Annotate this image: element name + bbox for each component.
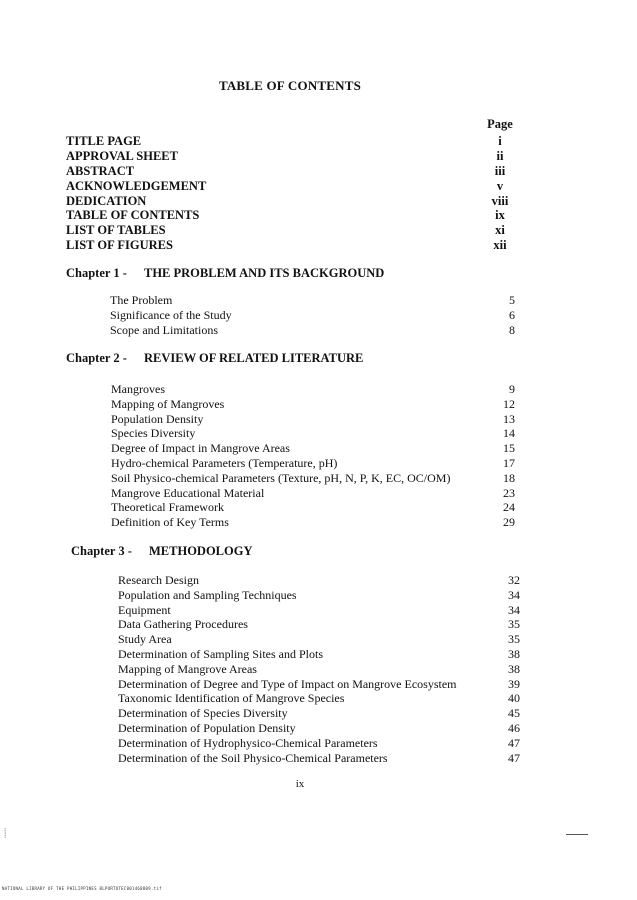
toc-entry[interactable] [118,721,520,736]
toc-entry-label: Mapping of Mangrove Areas [118,661,257,676]
toc-entry-page: 15 [503,441,515,456]
toc-entry[interactable] [66,179,526,194]
toc-entry-page: v [496,178,504,193]
toc-entry-page: 12 [503,396,515,411]
toc-entry-page: ii [496,148,504,163]
toc-entry-label: Research Design [118,573,199,587]
toc-entry[interactable] [111,412,515,427]
toc-entry[interactable] [111,426,515,441]
toc-entry[interactable] [110,323,515,338]
chapter-2-heading[interactable] [66,351,363,366]
chapter-number: Chapter 3 - [71,544,132,558]
toc-entry-label: DEDICATION [66,193,147,208]
toc-entry[interactable] [111,397,515,412]
chapter-1-sections [110,293,515,337]
toc-entry-page: 40 [508,691,520,706]
toc-entry[interactable] [66,194,526,209]
chapter-1-heading[interactable] [66,266,384,281]
toc-entry-label: Determination of Hydrophysico-Chemical Parameters [118,735,378,750]
toc-entry[interactable] [111,486,515,501]
toc-entry-page: 9 [509,382,515,396]
toc-entry-label: The Problem [110,293,173,307]
toc-entry-label: Data Gathering Procedures [118,617,248,632]
toc-entry-label: TABLE OF CONTENTS [66,208,200,223]
toc-entry[interactable] [111,515,515,530]
toc-entry-page: 34 [508,602,520,617]
toc-entry[interactable] [66,238,526,253]
toc-entry-page: 23 [503,485,515,500]
toc-entry-label: Determination of Species Diversity [118,706,288,721]
toc-entry-page: 24 [503,500,515,515]
toc-entry-page: 35 [508,632,520,647]
page-number: ix [295,778,305,790]
toc-entry[interactable] [118,662,520,677]
toc-entry-page: iii [494,163,506,178]
toc-entry-page: 34 [508,587,520,602]
toc-entry-label: Hydro-chemical Parameters (Temperature, pH) [111,455,338,470]
toc-entry-page: 32 [508,573,520,587]
toc-entry-label: APPROVAL SHEET [66,148,178,163]
toc-entry-label: Mangrove Educational Material [111,485,265,500]
toc-entry-label: Definition of Key Terms [111,515,229,530]
toc-entry-label: TITLE PAGE [66,134,142,148]
toc-entry-page: viii [491,193,509,208]
page-column-header: Page [487,117,513,131]
toc-entry-label: Scope and Limitations [110,322,218,337]
toc-entry-label: Equipment [118,602,171,617]
toc-entry[interactable] [111,441,515,456]
scan-footer-stamp: NATIONAL LIBRARY OF THE PHILIPPINES BLPORTOTEC001468809.tif [2,886,162,891]
toc-entry-label: Soil Physico-chemical Parameters (Texture, pH, N, P, K, EC, OC/OM) [111,470,451,485]
toc-entry-label: Species Diversity [111,426,196,441]
toc-entry-label: Mangroves [111,382,165,396]
toc-entry-page: 47 [508,735,520,750]
toc-entry-page: 29 [503,515,515,530]
toc-entry-page: 45 [508,706,520,721]
toc-entry[interactable] [66,134,526,149]
toc-entry-page: 39 [508,676,520,691]
toc-entry[interactable] [118,573,520,588]
toc-entry[interactable] [118,632,520,647]
toc-entry[interactable] [118,691,520,706]
front-matter-list [66,134,526,253]
toc-entry-label: Determination of Population Density [118,720,296,735]
toc-entry[interactable] [118,603,520,618]
toc-entry[interactable] [66,164,526,179]
chapter-number: Chapter 1 - [66,266,127,280]
toc-entry[interactable] [111,382,515,397]
toc-entry-page: 47 [508,750,520,765]
toc-entry-page: 46 [508,720,520,735]
toc-entry-page: 13 [503,411,515,426]
toc-entry-page: 8 [509,322,515,337]
toc-entry-page: 14 [503,426,515,441]
toc-entry[interactable] [111,471,515,486]
toc-entry-label: Degree of Impact in Mangrove Areas [111,441,290,456]
toc-entry-label: Taxonomic Identification of Mangrove Species [118,691,345,706]
chapter-3-sections [118,573,520,765]
page-title: TABLE OF CONTENTS [218,78,362,93]
toc-entry-page: 17 [503,455,515,470]
toc-entry-label: Determination of Sampling Sites and Plots [118,646,323,661]
chapter-3-heading[interactable] [71,544,252,559]
chapter-number: Chapter 2 - [66,351,127,365]
toc-entry-page: i [498,134,502,148]
toc-entry-label: LIST OF FIGURES [66,238,173,253]
toc-entry[interactable] [118,706,520,721]
toc-entry-label: Mapping of Mangroves [111,396,225,411]
toc-entry[interactable] [118,751,520,766]
toc-entry[interactable] [118,617,520,632]
toc-entry[interactable] [66,149,526,164]
scan-edge-mark [566,834,588,835]
toc-entry[interactable] [118,647,520,662]
toc-entry-label: ACKNOWLEDGEMENT [66,178,207,193]
toc-entry[interactable] [111,500,515,515]
toc-entry[interactable] [118,736,520,751]
toc-entry[interactable] [66,223,526,238]
toc-entry-label: Population Density [111,411,204,426]
toc-entry[interactable] [110,293,515,308]
toc-entry-label: ABSTRACT [66,163,135,178]
toc-entry[interactable] [110,308,515,323]
toc-entry-label: Population and Sampling Techniques [118,587,297,602]
toc-entry-page: xi [495,223,505,238]
toc-entry-page: 18 [503,470,515,485]
toc-entry-label: Determination of Degree and Type of Impact on Mangrove Ecosystem [118,676,457,691]
toc-entry-page: xii [493,238,507,253]
chapter-title: REVIEW OF RELATED LITERATURE [144,351,364,365]
chapter-title: THE PROBLEM AND ITS BACKGROUND [144,266,385,280]
toc-entry[interactable] [118,588,520,603]
toc-entry-page: 38 [508,661,520,676]
toc-entry-page: 6 [509,307,515,322]
toc-entry-page: 5 [509,293,515,307]
scan-speck: ⸽ [4,828,7,838]
toc-entry[interactable] [118,677,520,692]
toc-entry-label: Significance of the Study [110,307,232,322]
toc-entry-label: Theoretical Framework [111,500,224,515]
toc-entry-label: LIST OF TABLES [66,223,166,238]
toc-entry-page: 35 [508,617,520,632]
toc-entry-label: Study Area [118,632,172,647]
toc-entry[interactable] [111,456,515,471]
chapter-2-sections [111,382,515,530]
toc-entry-page: ix [495,208,505,223]
toc-entry-page: 38 [508,646,520,661]
toc-entry-label: Determination of the Soil Physico-Chemical Parameters [118,750,388,765]
toc-entry[interactable] [66,208,526,223]
chapter-title: METHODOLOGY [149,544,253,558]
